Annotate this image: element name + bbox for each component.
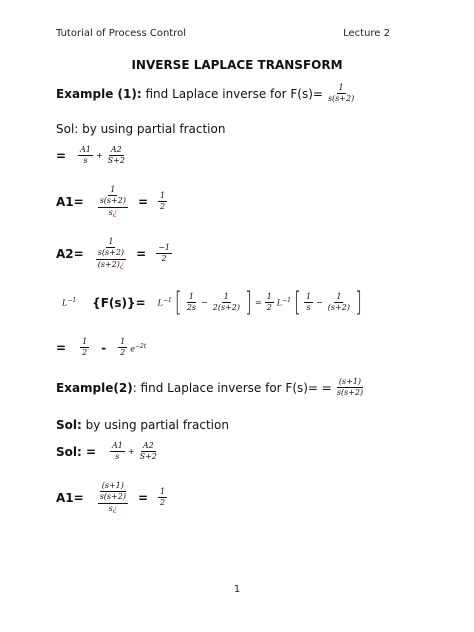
inv-u1n: 1 <box>304 293 313 303</box>
a1-res-den: 2 <box>160 202 166 212</box>
a1-2-equals: = <box>137 490 149 505</box>
inv-term1 <box>185 293 198 313</box>
inv-u2n: 1 <box>334 293 343 303</box>
eq1-s: s <box>83 156 88 166</box>
a2-num: 1 <box>106 238 115 248</box>
a1-2-result <box>158 488 167 508</box>
inv-u1 <box>304 293 313 313</box>
eq2-frac-a2 <box>138 442 159 462</box>
a1-2-res-den: 2 <box>160 498 166 508</box>
eq1-a1: A1 <box>78 146 93 156</box>
laplace-L-3: L <box>276 298 283 308</box>
result1-frac1 <box>80 338 89 358</box>
sol2-line <box>56 418 229 432</box>
header-right: Lecture 2 <box>343 28 390 39</box>
example2-frac-den: s(s+2) <box>336 388 364 398</box>
example2-line <box>56 378 365 398</box>
a1-2-den: s <box>108 503 113 513</box>
eq1-frac-a2 <box>106 146 127 166</box>
a2-den-sym: ¿ <box>119 259 125 269</box>
a1-num: 1 <box>108 186 117 196</box>
laplace-exp: −1 <box>67 297 77 305</box>
header-left: Tutorial of Process Control <box>56 28 187 39</box>
result1-r1n: 1 <box>80 338 89 348</box>
a2-equals: = <box>136 246 147 261</box>
laplace-L-2: L <box>157 298 163 308</box>
eq2-frac-a1 <box>110 442 125 462</box>
inv-half-den: 2 <box>266 303 272 312</box>
inv-u1d: s <box>306 303 311 312</box>
inv-equals: = <box>255 298 262 307</box>
inv-t1d: 2s <box>186 303 197 312</box>
laplace-exp-2: −1 <box>162 297 172 305</box>
a2-calc-line <box>56 238 172 269</box>
result1-exponential <box>130 343 146 354</box>
sol2-label: Sol: <box>56 418 82 432</box>
eq1-s2: S+2 <box>107 156 125 166</box>
result1-r2d: 2 <box>120 348 126 358</box>
inv-half-num: 1 <box>265 293 274 303</box>
a1-compound-fraction <box>98 186 128 217</box>
a2-mid: s(s+2) <box>96 248 126 259</box>
laplace-operator-2 <box>158 297 172 308</box>
a1-label: A1= <box>56 194 84 209</box>
sol2-text: by using partial fraction <box>81 418 229 432</box>
a2-compound-fraction <box>96 238 126 269</box>
sol1-text: Sol: by using partial fraction <box>56 122 226 136</box>
result1-eexp: −2t <box>134 342 147 350</box>
a1-den: s <box>108 207 113 217</box>
inv-half <box>265 293 274 313</box>
a1-2-label: A1= <box>56 490 84 505</box>
eq2-a2: A2 <box>141 442 156 452</box>
example1-line <box>56 84 356 104</box>
eq1-line <box>56 146 127 166</box>
a1-calc-line <box>56 186 167 217</box>
inv-term2 <box>211 293 242 313</box>
bracket-close-2: ] <box>354 286 362 319</box>
example2-text: : find Laplace inverse for F(s)= = <box>132 380 332 395</box>
a2-label: A2= <box>56 246 84 261</box>
eq1-plus: + <box>95 151 103 161</box>
a1-equals: = <box>137 194 149 209</box>
laplace-L: L <box>62 298 68 308</box>
a1-mid: s(s+2) <box>98 196 128 207</box>
a1-2-num: (s+1) <box>100 482 126 492</box>
bracket-close-1: ] <box>244 286 252 319</box>
laplace-operator-3 <box>277 297 291 308</box>
a1-2-mid: s(s+2) <box>98 492 128 503</box>
a2-result <box>156 244 172 264</box>
a1-2-den-sym: ¿ <box>112 503 118 513</box>
bracket-open-2: [ <box>293 286 301 319</box>
inv-t2d: 2(s+2) <box>212 303 240 312</box>
a2-den: (s+2) <box>97 259 120 269</box>
example1-frac-num: 1 <box>337 84 346 94</box>
inv-t1n: 1 <box>187 293 196 303</box>
a1-calc2-line <box>56 482 167 513</box>
eq2-label: Sol: = <box>56 444 97 459</box>
inverse-line <box>56 286 362 319</box>
eq2-a1: A1 <box>110 442 125 452</box>
a2-res-den: 2 <box>161 254 167 264</box>
eq2-s: s <box>115 452 120 462</box>
page-title: INVERSE LAPLACE TRANSFORM <box>131 58 343 72</box>
laplace-operator <box>62 297 76 308</box>
inv-u2d: (s+2) <box>327 303 350 312</box>
laplace-exp-3: −1 <box>282 297 291 305</box>
a1-den-sym: ¿ <box>112 207 118 217</box>
example2-fraction <box>335 378 365 398</box>
example1-label: Example (1): <box>56 86 142 101</box>
result1-r2n: 1 <box>118 338 127 348</box>
result1-frac2 <box>118 338 127 358</box>
result1-r1d: 2 <box>82 348 88 358</box>
eq1-a2: A2 <box>109 146 124 156</box>
result1-e: e <box>130 344 135 354</box>
example1-text: find Laplace inverse for F(s)= <box>141 86 323 101</box>
page-number: 1 <box>233 584 241 595</box>
eq2-line <box>56 442 159 462</box>
result1-line <box>56 338 146 358</box>
example1-fraction <box>326 84 356 104</box>
inverse-fs: {F(s)}= <box>92 295 146 310</box>
a2-res-num: −1 <box>156 244 172 254</box>
eq2-plus: + <box>127 447 135 457</box>
bracket-open-1: [ <box>174 286 182 319</box>
a1-2-res-num: 1 <box>158 488 167 498</box>
inv-minus-2: − <box>316 298 323 307</box>
eq1-frac-a1 <box>78 146 93 166</box>
inv-u2 <box>326 293 352 313</box>
inv-minus-1: − <box>201 298 208 307</box>
a1-result <box>158 192 167 212</box>
a1-2-compound-fraction <box>98 482 128 513</box>
example2-frac-num: (s+1) <box>337 378 363 388</box>
example1-frac-den: s(s+2) <box>327 94 355 104</box>
eq2-s2: S+2 <box>139 452 157 462</box>
a1-res-num: 1 <box>158 192 167 202</box>
result1-minus: - <box>101 340 107 355</box>
eq1-equals: = <box>56 148 67 163</box>
inv-t2n: 1 <box>222 293 231 303</box>
result1-equals: = <box>56 340 67 355</box>
example2-label: Example(2) <box>56 380 133 395</box>
